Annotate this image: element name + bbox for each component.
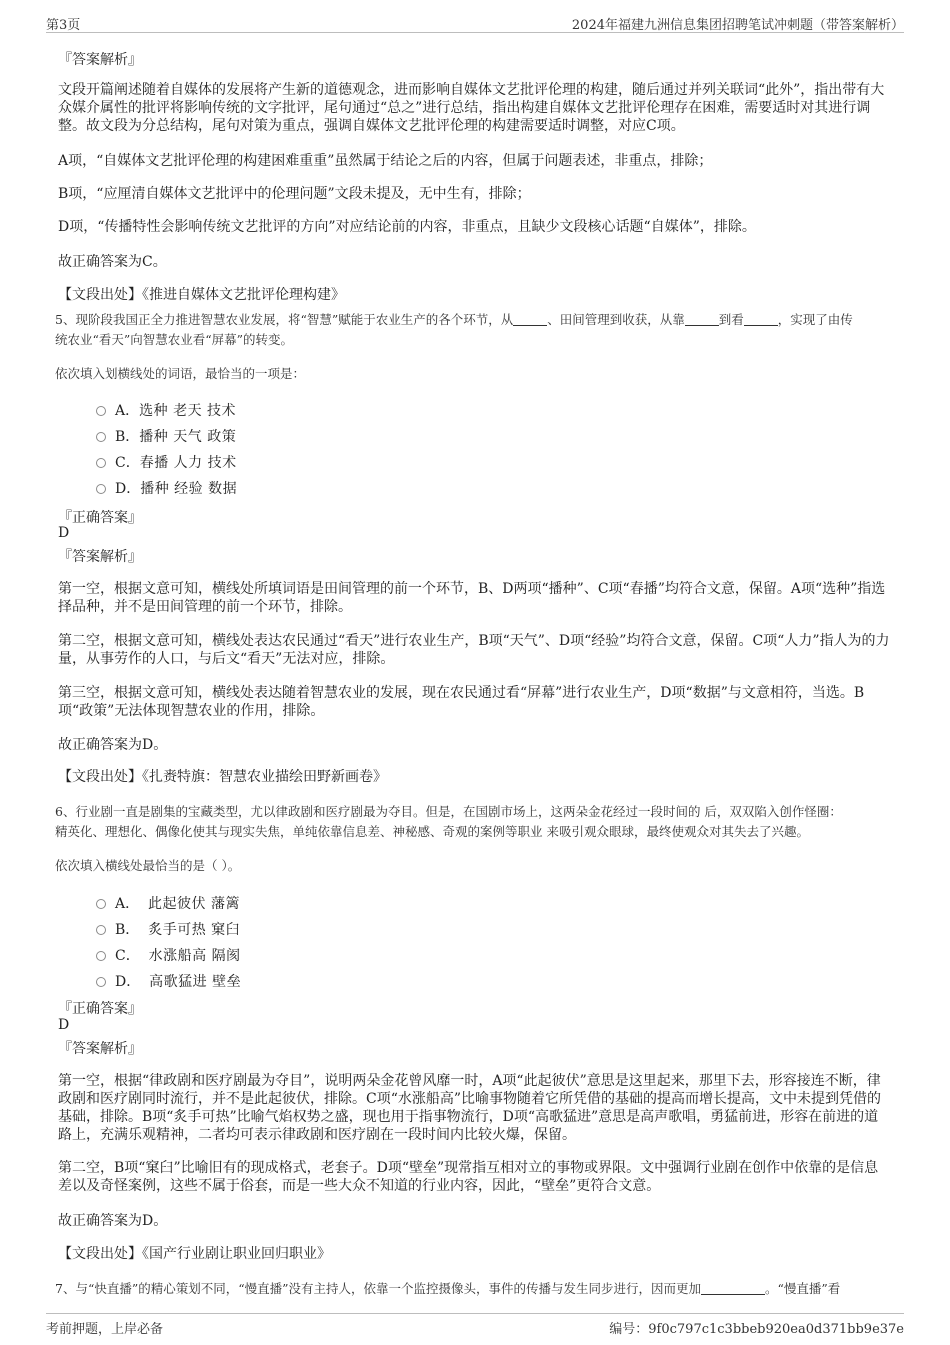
radio-icon[interactable] bbox=[96, 925, 106, 935]
analysis-paragraph: 文段开篇阐述随着自媒体的发展将产生新的道德观念，进而影响自媒体文艺批评伦理的构建，随后通过并列关联词“此外”，指出带有大众媒介属性的批评将影响传统的文字批评，尾句通过“总之”进行总结，指出构建自媒体文艺批评伦理存在困难，需要适时对其进行调整。故文段为分总结构，尾句对策为重点，强调自媒体文艺批评伦理的构建需要适时调整，对应C项。 bbox=[58, 82, 885, 134]
analysis-paragraph: 第一空，根据文意可知，横线处所填词语是田间管理的前一个环节，B、D两项“播种”、C项“春播”均符合文意，保留。A项“选种”指选择品种，并不是田间管理的前一个环节，排除。 bbox=[58, 581, 886, 615]
analysis-paragraph: 第一空，根据“律政剧和医疗剧最为夺目”，说明两朵金花曾风靡一时，A项“此起彼伏”意思是这里起来，那里下去，形容接连不断，律政剧和医疗剧同时流行，并不是此起彼伏，排除。C项“水涨船高”比喻事物随着它所凭借的基础的提高而增长提高，文中未提到凭借的基础，排除。B项“炙手可热”比喻气焰权势之盛，现也用于指事物流行，D项“高歌猛进”意思是高声歌唱，勇猛前进，形容在前进的道路上，充满乐观精神，二者均可表示律政剧和医疗剧在一段时间内比较火爆，保留。 bbox=[58, 1073, 882, 1143]
option-c[interactable]: C．春播 人力 技术 bbox=[96, 452, 237, 472]
document-title: 2024年福建九洲信息集团招聘笔试冲刺题（带答案解析） bbox=[571, 18, 904, 33]
page-number: 第3页 bbox=[46, 18, 81, 33]
radio-icon[interactable] bbox=[96, 432, 106, 442]
analysis-option-b: B项，“应厘清自媒体文艺批评中的伦理问题”文段未提及，无中生有，排除； bbox=[58, 186, 531, 202]
analysis-tag: 『答案解析』 bbox=[58, 1041, 142, 1057]
question-stem: 7、与“快直播”的精心策划不同，“慢直播”没有主持人，依靠一个监控摄像头，事件的传播与发生同步进行，因而更加 。“慢直播”看 bbox=[55, 1281, 841, 1296]
analysis-tag: 『答案解析』 bbox=[58, 549, 142, 565]
option-a[interactable]: A． 此起彼伏 藩篱 bbox=[96, 893, 240, 913]
passage-source: 【文段出处】《推进自媒体文艺批评伦理构建》 bbox=[58, 287, 345, 303]
footer-slogan: 考前押题，上岸必备 bbox=[46, 1322, 164, 1337]
radio-icon[interactable] bbox=[96, 484, 106, 494]
option-d[interactable]: D． 高歌猛进 壁垒 bbox=[96, 971, 241, 991]
analysis-paragraph: 第二空，根据文意可知，横线处表达农民通过“看天”进行农业生产，B项“天气”、D项“经验”均符合文意，保留。C项“人力”指人为的力量，从事劳作的人口，与后文“看天”无法对应，排除。 bbox=[58, 633, 890, 667]
option-c[interactable]: C． 水涨船高 隔阂 bbox=[96, 945, 241, 965]
analysis-paragraph: 第二空，B项“窠臼”比喻旧有的现成格式，老套子。D项“壁垒”现常指互相对立的事物或界限。文中强调行业剧在创作中依靠的是信息差以及奇怪案例，这些不属于俗套，而是一些大众不知道的行业内容，因此，“壁垒”更符合文意。 bbox=[58, 1160, 879, 1194]
blank-2 bbox=[685, 325, 719, 326]
option-a[interactable]: A．选种 老天 技术 bbox=[96, 400, 236, 420]
answer-conclusion: 故正确答案为D。 bbox=[58, 737, 168, 753]
blank-3 bbox=[744, 325, 778, 326]
answer-conclusion: 故正确答案为C。 bbox=[58, 254, 167, 270]
option-b[interactable]: B． 炙手可热 窠臼 bbox=[96, 919, 240, 939]
option-d[interactable]: D．播种 经验 数据 bbox=[96, 478, 237, 498]
question-prompt: 依次填入横线处最恰当的是（ ）。 bbox=[55, 858, 241, 873]
passage-source: 【文段出处】《扎赉特旗：智慧农业描绘田野新画卷》 bbox=[58, 769, 387, 785]
analysis-paragraph: 第三空，根据文意可知，横线处表达随着智慧农业的发展，现在农民通过看“屏幕”进行农业生产，D项“数据”与文意相符，当选。B项“政策”无法体现智慧农业的作用，排除。 bbox=[58, 685, 865, 719]
passage-source: 【文段出处】《国产行业剧让职业回归职业》 bbox=[58, 1246, 331, 1262]
document-id: 编号：9f0c797c1c3bbeb920ea0d371bb9e37e bbox=[609, 1322, 904, 1337]
page-footer bbox=[46, 1313, 904, 1336]
page-header bbox=[46, 14, 904, 33]
correct-answer: D bbox=[58, 1017, 70, 1033]
question-prompt: 依次填入划横线处的词语，最恰当的一项是： bbox=[55, 366, 306, 381]
correct-answer-tag: 『正确答案』 bbox=[58, 510, 142, 526]
radio-icon[interactable] bbox=[96, 406, 106, 416]
analysis-option-a: A项，“自媒体文艺批评伦理的构建困难重重”虽然属于结论之后的内容，但属于问题表述，非重点，排除； bbox=[58, 153, 713, 169]
blank-1 bbox=[701, 1294, 765, 1295]
analysis-tag: 『答案解析』 bbox=[58, 52, 142, 68]
option-b[interactable]: B．播种 天气 政策 bbox=[96, 426, 236, 446]
radio-icon[interactable] bbox=[96, 951, 106, 961]
answer-conclusion: 故正确答案为D。 bbox=[58, 1213, 168, 1229]
radio-icon[interactable] bbox=[96, 458, 106, 468]
correct-answer: D bbox=[58, 525, 70, 541]
analysis-option-d: D项，“传播特性会影响传统文艺批评的方向”对应结论前的内容，非重点，且缺少文段核心话题“自媒体”，排除。 bbox=[58, 219, 756, 235]
correct-answer-tag: 『正确答案』 bbox=[58, 1001, 142, 1017]
radio-icon[interactable] bbox=[96, 977, 106, 987]
blank-1 bbox=[513, 325, 547, 326]
question-stem: 5、现阶段我国正全力推进智慧农业发展，将“智慧”赋能于农业生产的各个环节，从 、田间管理到收获，从靠 到看 ，实现了由传 统农业“看天”向智慧农业看“屏幕”的转变。 bbox=[55, 312, 853, 347]
question-stem: 6、行业剧一直是剧集的宝藏类型，尤以律政剧和医疗剧最为夺目。但是，在国剧市场上，这两朵金花经过一段时间的 后，双双陷入创作怪圈： 精英化、理想化、偶像化使其与现实失焦，单纯依靠信息差、神秘感、奇观的案例等职业 来吸引观众眼球，最终使观众对其失去了兴趣。 bbox=[55, 804, 842, 839]
radio-icon[interactable] bbox=[96, 899, 106, 909]
